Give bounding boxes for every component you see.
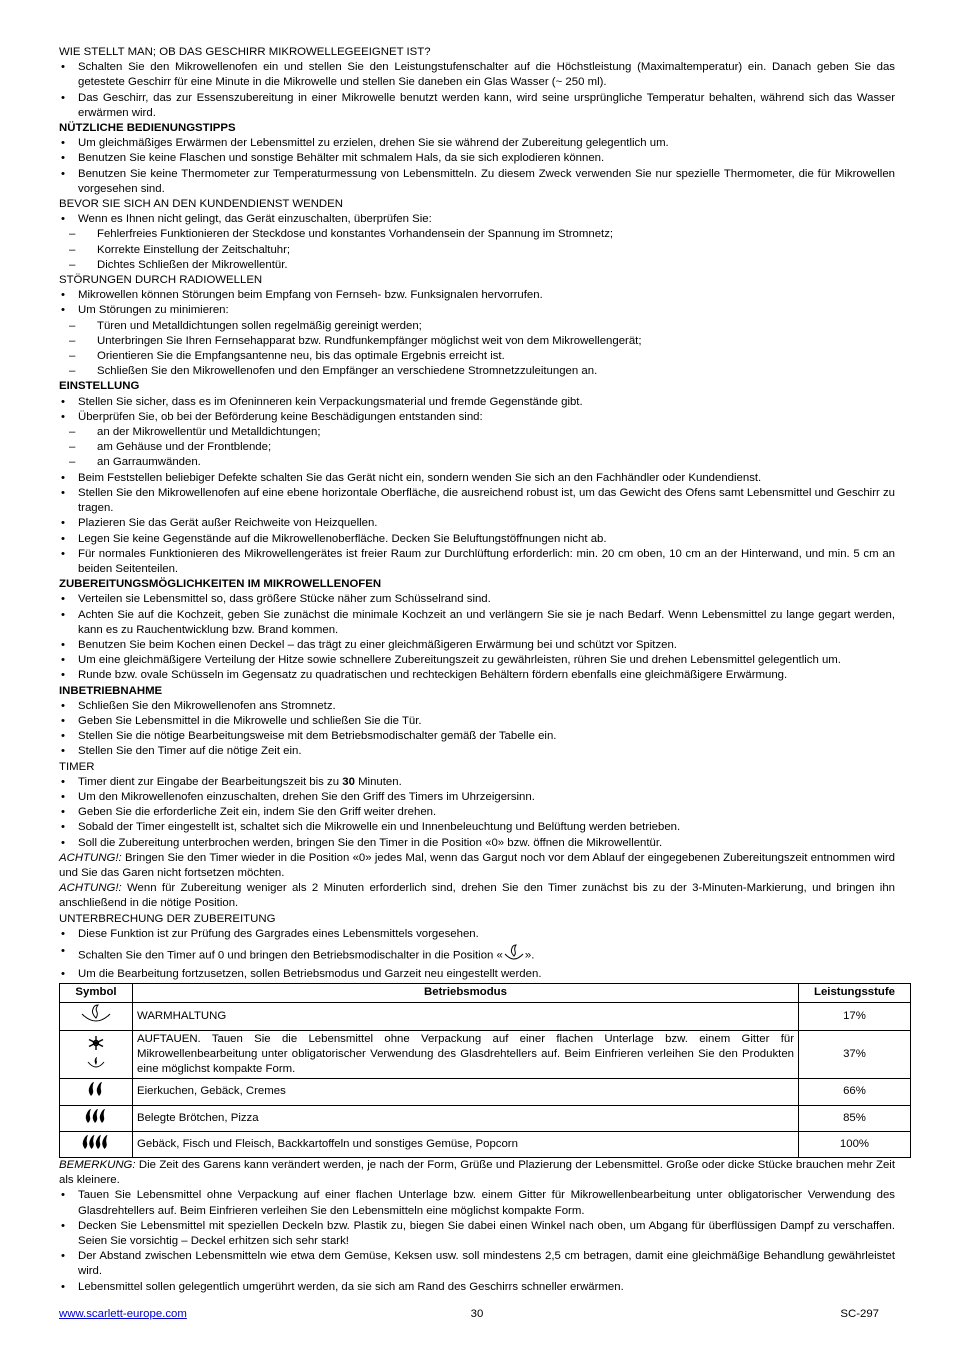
note-label: BEMERKUNG: — [59, 1159, 136, 1172]
list-item: • Runde bzw. ovale Schüsseln im Gegensatz zu quadratischen und rechteckigen Behältern fördern ebenfalls eine gleichmäßigere Erwärmung. — [59, 668, 895, 683]
list-item: • Geben Sie die erforderliche Zeit ein, indem Sie den Griff weiter drehen. — [59, 805, 895, 820]
list-item-text: Schalten Sie den Timer auf 0 und bringen den Betriebsmodischalter in die Position « — [78, 949, 503, 962]
defrost-icon — [81, 1032, 111, 1077]
table-row — [60, 1105, 911, 1131]
list-item-text: Wenn es Ihnen nicht gelingt, das Gerät einzuschalten, überprüfen Sie: — [78, 213, 432, 226]
list-item: • Benutzen Sie keine Flaschen und sonstige Behälter mit schmalem Hals, da sie sich explodieren können. — [59, 151, 895, 166]
list-item: • Für normales Funktionieren des Mikrowellengerätes ist freier Raum zur Durchlüftung erforderlich: min. 20 cm oben, 10 cm an der Hinterwand, und min. 5 cm an beiden Seitenteilen. — [59, 547, 895, 577]
column-header-level: Leistungsstufe — [799, 984, 911, 1002]
defrost-tips-list — [59, 1188, 895, 1294]
interrupt-list — [59, 927, 895, 983]
dash-item: – Schließen Sie den Mikrowellenofen und den Empfänger an verschiedene Stromnetzzuleitungen an. — [59, 364, 895, 379]
dash-item: – Fehlerfreies Funktionieren der Steckdose und konstantes Vorhandensein der Spannung im Stromnetz; — [59, 227, 895, 242]
table-row — [60, 1079, 911, 1105]
list-item: • Diese Funktion ist zur Prüfung des Gargrades eines Lebensmittels vorgesehen. — [59, 927, 895, 942]
page-number: 30 — [470, 1308, 484, 1320]
list-item: • Das Geschirr, das zur Essenszubereitung in einer Mikrowelle benutzt werden kann, wird seine ursprüngliche Temperatur behalten, während sich das Wasser erwärmen wird. — [59, 91, 895, 121]
list-item — [59, 944, 895, 967]
list-item: • Schließen Sie den Mikrowellenofen ans Stromnetz. — [59, 699, 895, 714]
list-item: • Verteilen sie Lebensmittel so, dass größere Stücke näher zum Schüsselrand sind. — [59, 592, 895, 607]
mode-cell: Gebäck, Fisch und Fleisch, Backkartoffeln und sonstiges Gemüse, Popcorn — [133, 1131, 799, 1157]
list-item-text: Überprüfen Sie, ob bei der Beförderung keine Beschädigungen entstanden sind: — [78, 410, 483, 423]
timer-text: Timer dient zur Eingabe der Bearbeitungszeit bis zu — [78, 775, 343, 788]
service-list — [59, 212, 895, 273]
damage-check-list — [59, 425, 895, 471]
startup-list — [59, 699, 895, 760]
operating-modes-table — [59, 983, 911, 1158]
list-item: • Plazieren Sie das Gerät außer Reichweite von Heizquellen. — [59, 516, 895, 531]
list-item: • Geben Sie Lebensmittel in die Mikrowelle und schließen Sie die Tür. — [59, 714, 895, 729]
dash-item: – an Garraumwänden. — [59, 455, 895, 470]
interference-dash-list — [59, 319, 895, 380]
list-item: • Lebensmittel sollen gelegentlich umgerührt werden, da sie sich am Rand des Geschirrs schneller erwärmen. — [59, 1280, 895, 1295]
note-paragraph — [59, 1158, 895, 1188]
list-item: • Stellen Sie sicher, dass es im Ofeninneren kein Verpackungsmaterial und fremde Gegenstände gibt. — [59, 395, 895, 410]
level-cell: 37% — [799, 1030, 911, 1079]
symbol-cell — [60, 1105, 133, 1131]
symbol-cell — [60, 1002, 133, 1030]
timer-max-value: 30 — [342, 775, 355, 788]
warning-text: Bringen Sie den Timer wieder in die Position «0» jedes Mal, wenn das Gargut noch vor dem Ablauf der eingegebenen Zubereitungszeit entnommen wird und Sie das Garen nicht fortsetzen möchten. — [59, 851, 895, 879]
list-item: • Beim Feststellen beliebiger Defekte schalten Sie das Gerät nicht ein, sondern wenden Sie sich an den Fachhändler oder Kundendienst. — [59, 471, 895, 486]
section-heading-radio-interference: STÖRUNGEN DURCH RADIOWELLEN — [59, 274, 263, 287]
list-item: • Decken Sie Lebensmittel mit speziellen Deckeln bzw. Plastik zu, biegen Sie dabei einen Winkel nach oben, um Abgang für überflüssigen Dampf zu verschaffen. Seien Sie vorsichtig – Deckel erhitzen sich sehr stark! — [59, 1219, 895, 1249]
dash-item: – Korrekte Einstellung der Zeitschaltuhr; — [59, 243, 895, 258]
level-cell: 85% — [799, 1105, 911, 1131]
table-row — [60, 1002, 911, 1030]
dish-test-list — [59, 60, 895, 121]
page-footer — [59, 1307, 895, 1323]
list-item: • Der Abstand zwischen Lebensmitteln wie etwa dem Gemüse, Keksen usw. soll mindestens 2,5 cm betragen, damit eine gleichmäßige Behandlung gewährleistet wird. — [59, 1249, 895, 1279]
section-heading-startup: INBETRIEBNAHME — [59, 684, 163, 697]
symbol-cell — [60, 1079, 133, 1105]
section-heading-interrupt: UNTERBRECHUNG DER ZUBEREITUNG — [59, 912, 276, 925]
tips-list — [59, 136, 895, 197]
three-steam-icon — [82, 1107, 110, 1130]
warning-paragraph — [59, 851, 895, 881]
timer-list — [59, 775, 895, 851]
symbol-cell — [60, 1030, 133, 1079]
dash-item: – am Gehäuse und der Frontblende; — [59, 440, 895, 455]
list-item: • Um gleichmäßiges Erwärmen der Lebensmittel zu erzielen, drehen Sie sie während der Zubereitung gelegentlich um. — [59, 136, 895, 151]
dash-item: – Dichtes Schließen der Mikrowellentür. — [59, 258, 895, 273]
timer-text: Minuten. — [354, 775, 402, 788]
page-content — [59, 45, 895, 1295]
list-item: • Um die Bearbeitung fortzusetzen, sollen Betriebsmodus und Garzeit neu eingestellt werden. — [59, 967, 895, 982]
list-item: • Benutzen Sie keine Thermometer zur Temperaturmessung von Lebensmitteln. Zu diesem Zweck verwenden Sie nur spezielle Thermometer, die für Mikrowellen vorgesehen sind. — [59, 167, 895, 197]
dash-item: – Türen und Metalldichtungen sollen regelmäßig gereinigt werden; — [59, 319, 895, 334]
section-heading-cooking-options: ZUBEREITUNGSMÖGLICHKEITEN IM MIKROWELLENOFEN — [59, 578, 382, 591]
table-row — [60, 1131, 911, 1157]
list-item: • Stellen Sie den Timer auf die nötige Zeit ein. — [59, 744, 895, 759]
mode-cell: Belegte Brötchen, Pizza — [133, 1105, 799, 1131]
level-cell: 17% — [799, 1002, 911, 1030]
warning-paragraph — [59, 881, 895, 911]
warning-text: Wenn für Zubereitung weniger als 2 Minuten erforderlich sind, drehen Sie den Timer zunächst bis zu der 3-Minuten-Markierung, und bringen ihn anschließend in die nötige Position. — [59, 882, 895, 910]
list-item: • Benutzen Sie beim Kochen einen Deckel – das trägt zu einer gleichmäßigeren Erwärmung bei und schützt vor Spitzen. — [59, 638, 895, 653]
warming-icon — [503, 944, 525, 967]
dash-item: – Orientieren Sie die Empfangsantenne neu, bis das optimale Ergebnis erreicht ist. — [59, 349, 895, 364]
warming-icon — [76, 1004, 116, 1029]
interference-list — [59, 288, 895, 379]
section-heading-installation: EINSTELLUNG — [59, 380, 140, 393]
mode-cell: WARMHALTUNG — [133, 1002, 799, 1030]
symbol-cell — [60, 1131, 133, 1157]
warning-label: ACHTUNG!: — [59, 882, 122, 895]
section-heading-timer: TIMER — [59, 760, 95, 773]
table-row — [60, 1030, 911, 1079]
dash-item: – an der Mikrowellentür und Metalldichtungen; — [59, 425, 895, 440]
list-item: • Um den Mikrowellenofen einzuschalten, drehen Sie den Griff des Timers im Uhrzeigersinn. — [59, 790, 895, 805]
list-item-text: Um Störungen zu minimieren: — [78, 304, 229, 317]
cooking-options-list — [59, 592, 895, 683]
list-item — [59, 410, 895, 471]
list-item: • Schalten Sie den Mikrowellenofen ein und stellen Sie den Leistungstufenschalter auf die Höchstleistung (Maximaltemperatur) ein. Danach geben Sie das getestete Geschirr für eine Minute in die Mikrowelle und stellen Sie daneben ein Glas Wasser (~ 250 ml). — [59, 60, 895, 90]
section-heading-dish-test: WIE STELLT MAN; OB DAS GESCHIRR MIKROWELLEGEEIGNET IST? — [59, 46, 431, 58]
table-header-row — [60, 984, 911, 1002]
section-heading-service: BEVOR SIE SICH AN DEN KUNDENDIENST WENDEN — [59, 198, 343, 211]
list-item: • Stellen Sie den Mikrowellenofen auf eine ebene horizontale Oberfläche, die ausreichend robust ist, um das Gewicht des Ofens samt Lebensmittel und Geschirr zu tragen. — [59, 486, 895, 516]
website-link[interactable]: www.scarlett-europe.com — [59, 1308, 187, 1320]
list-item: • Achten Sie auf die Kochzeit, geben Sie zunächst die minimale Kochzeit an und verlängern Sie sie je nach Bedarf. Wenn Lebensmittel zu lange gegart werden, kann es zu Rauchentwicklung bzw. Brand kommen. — [59, 608, 895, 638]
column-header-mode: Betriebsmodus — [133, 984, 799, 1002]
note-text: Die Zeit des Garens kann verändert werden, je nach der Form, Grüße und Plazierung der Lebensmittel. Große oder dicke Stücke brauchen mehr Zeit als kleinere. — [59, 1159, 895, 1187]
dash-item: – Unterbringen Sie Ihren Fernsehapparat bzw. Rundfunkempfänger möglichst weit von dem Mikrowellengerät; — [59, 334, 895, 349]
warning-label: ACHTUNG!: — [59, 851, 122, 864]
list-item — [59, 775, 895, 790]
section-heading-tips: NÜTZLICHE BEDIENUNGSTIPPS — [59, 122, 236, 135]
four-steam-icon — [80, 1133, 112, 1156]
column-header-symbol: Symbol — [60, 984, 133, 1002]
list-item — [59, 303, 895, 379]
model-number: SC-297 — [840, 1308, 879, 1320]
level-cell: 66% — [799, 1079, 911, 1105]
mode-cell: Eierkuchen, Gebäck, Cremes — [133, 1079, 799, 1105]
list-item: • Um eine gleichmäßigere Verteilung der Hitze sowie schnellere Zubereitungszeit zu gewährleisten, rühren Sie und drehen Lebensmittel gelegentlich um. — [59, 653, 895, 668]
list-item-text: ». — [524, 949, 535, 962]
list-item: • Mikrowellen können Störungen beim Empfang von Fernseh- bzw. Funksignalen hervorrufen. — [59, 288, 895, 303]
list-item: • Sobald der Timer eingestellt ist, schaltet sich die Mikrowelle ein und Innenbeleuchtung und Belüftung werden betrieben. — [59, 820, 895, 835]
level-cell: 100% — [799, 1131, 911, 1157]
two-steam-icon — [84, 1080, 108, 1103]
list-item — [59, 212, 895, 273]
list-item: • Stellen Sie die nötige Bearbeitungsweise mit dem Betriebsmodischalter gemäß der Tabelle ein. — [59, 729, 895, 744]
list-item: • Tauen Sie Lebensmittel ohne Verpackung auf einer flachen Unterlage bzw. einem Gitter für Mikrowellenbearbeitung unter obligatorischer Verwendung des Glasdrehtellers auf. Beim Einfrieren verleihen Sie den Lebensmitteln eine möglichst kompakte Form. — [59, 1188, 895, 1218]
service-check-list — [59, 227, 895, 273]
installation-list — [59, 395, 895, 577]
list-item: • Soll die Zubereitung unterbrochen werden, bringen Sie den Timer in die Position «0» bzw. öffnen die Mikrowellentür. — [59, 836, 895, 851]
mode-cell: AUFTAUEN. Tauen Sie die Lebensmittel ohne Verpackung auf einer flachen Unterlage bzw. einem Gitter für Mikrowellenbearbeitung unter obligatorischer Verwendung des Glasdrehtellers auf. Beim Einfrieren verleihen Sie den Produkten eine möglichst kompakte Form. — [133, 1030, 799, 1079]
list-item: • Legen Sie keine Gegenstände auf die Mikrowellenoberfläche. Decken Sie Beluftungstöffnungen nicht ab. — [59, 532, 895, 547]
